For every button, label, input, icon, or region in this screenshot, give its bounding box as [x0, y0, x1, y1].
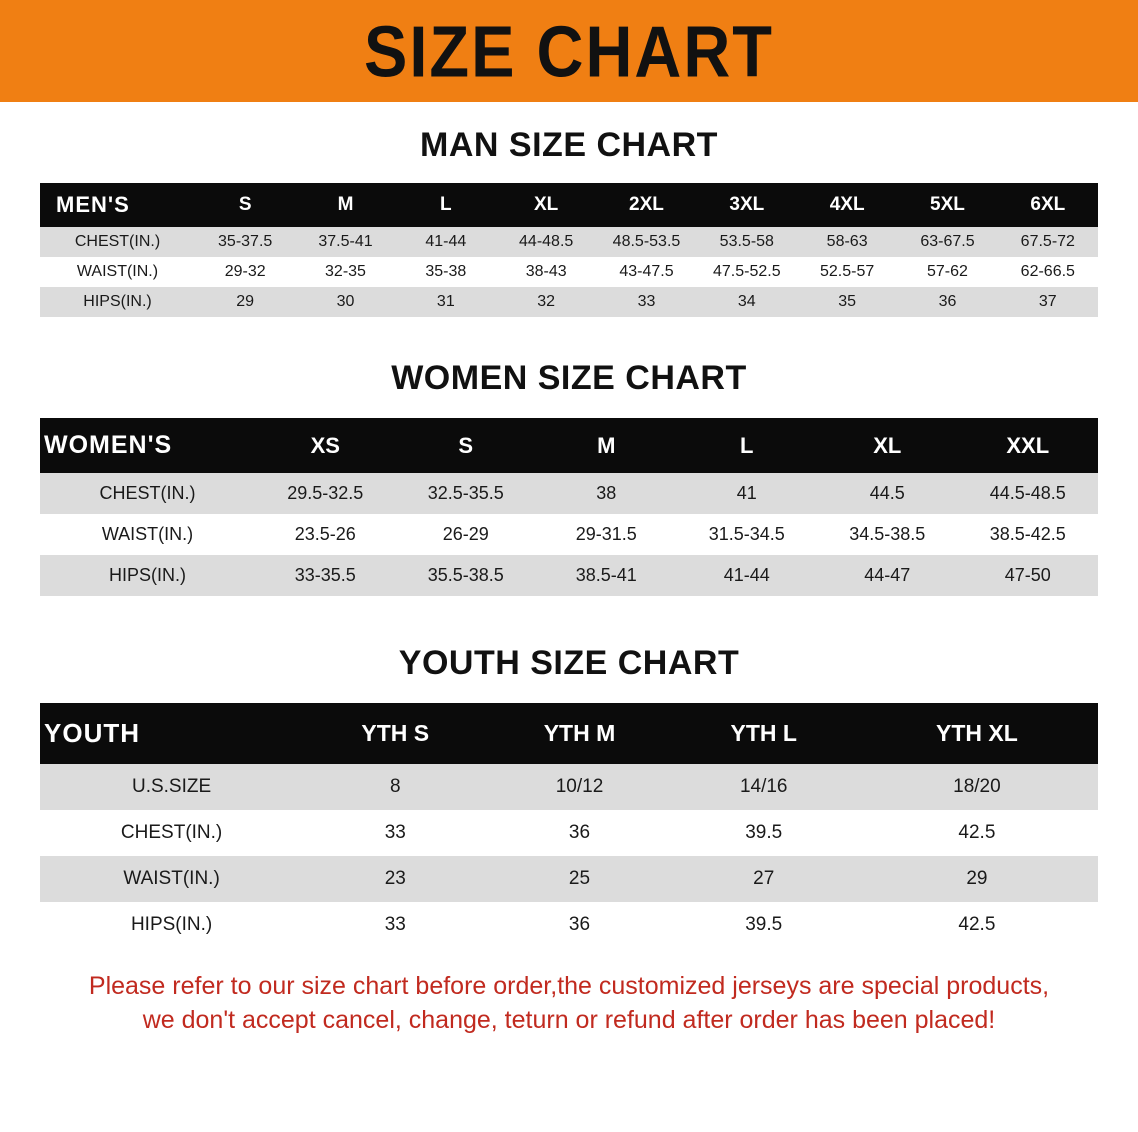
column-header: YTH M — [543, 720, 616, 746]
table-row — [40, 257, 1098, 287]
table-row — [40, 287, 1098, 317]
man-section-title: MAN SIZE CHART — [420, 126, 718, 164]
table-cell: 34 — [737, 293, 756, 310]
table-row — [40, 810, 1098, 856]
column-header: 3XL — [729, 194, 765, 215]
table-cell: 35.5-38.5 — [427, 565, 504, 585]
row-header: HIPS(IN.) — [130, 914, 213, 935]
column-header: 6XL — [1030, 194, 1066, 215]
table-row — [40, 856, 1098, 902]
table-header-row — [40, 418, 1098, 473]
man-table-wrap — [0, 183, 1138, 317]
table-row — [40, 514, 1098, 555]
table-cell: 36 — [938, 293, 957, 310]
table-cell: 67.5-72 — [1020, 233, 1075, 250]
table-cell: 36 — [568, 822, 591, 843]
table-header-row — [40, 183, 1098, 227]
column-header: YTH S — [361, 720, 430, 746]
youth-size-table — [40, 703, 1098, 948]
column-header: L — [440, 194, 452, 215]
table-cell: 38.5-41 — [575, 565, 637, 585]
row-header: U.S.SIZE — [131, 776, 212, 797]
women-section-title: WOMEN SIZE CHART — [391, 359, 747, 397]
table-cell: 29.5-32.5 — [287, 483, 364, 503]
table-row — [40, 902, 1098, 948]
table-cell: 8 — [389, 776, 401, 797]
table-cell: 41-44 — [723, 565, 770, 585]
table-cell: 26-29 — [442, 524, 489, 544]
table-row — [40, 764, 1098, 810]
table-cell: 33-35.5 — [294, 565, 356, 585]
table-row — [40, 473, 1098, 514]
column-header: L — [740, 432, 754, 458]
column-header: YTH L — [730, 720, 797, 746]
row-header: CHEST(IN.) — [99, 483, 196, 503]
table-cell: 33 — [384, 822, 406, 843]
column-header: 2XL — [629, 194, 664, 215]
column-header: WOMEN'S — [44, 431, 173, 459]
table-cell: 29 — [236, 293, 255, 310]
page-title: SIZE CHART — [364, 10, 774, 92]
table-cell: 33 — [637, 293, 656, 310]
table-cell: 29-31.5 — [575, 524, 637, 544]
table-cell: 35-37.5 — [218, 233, 273, 250]
table-cell: 63-67.5 — [920, 233, 975, 250]
table-cell: 10/12 — [555, 776, 604, 797]
youth-table-wrap — [0, 703, 1138, 948]
row-header: CHEST(IN.) — [74, 233, 161, 250]
table-cell: 30 — [336, 293, 355, 310]
table-cell: 38 — [596, 483, 617, 503]
table-cell: 27 — [753, 868, 775, 889]
policy-note-line-2: we don't accept cancel, change, teturn or refund after order has been placed! — [142, 1005, 996, 1034]
column-header: YTH XL — [936, 720, 1018, 746]
table-cell: 44.5 — [869, 483, 905, 503]
table-cell: 31.5-34.5 — [708, 524, 785, 544]
page-banner — [0, 0, 1138, 102]
table-cell: 32 — [537, 293, 556, 310]
column-header: XXL — [1006, 432, 1050, 458]
table-row — [40, 227, 1098, 257]
row-header: WAIST(IN.) — [76, 263, 159, 280]
column-header: XL — [534, 194, 559, 215]
table-cell: 14/16 — [739, 776, 788, 797]
table-cell: 39.5 — [745, 822, 783, 843]
row-header: HIPS(IN.) — [108, 565, 186, 585]
row-header: CHEST(IN.) — [120, 822, 223, 843]
column-header: M — [597, 432, 616, 458]
table-cell: 62-66.5 — [1020, 263, 1075, 280]
table-cell: 25 — [568, 868, 591, 889]
column-header: YOUTH — [44, 718, 140, 748]
table-cell: 36 — [568, 914, 591, 935]
table-cell: 23 — [384, 868, 406, 889]
table-cell: 39.5 — [745, 914, 783, 935]
table-cell: 35 — [838, 293, 857, 310]
row-header: HIPS(IN.) — [83, 293, 152, 310]
table-cell: 44-47 — [864, 565, 911, 585]
table-cell: 41 — [736, 483, 757, 503]
row-header: WAIST(IN.) — [101, 524, 194, 544]
table-cell: 52.5-57 — [820, 263, 875, 280]
policy-note-line-1: Please refer to our size chart before order,the customized jerseys are special products, — [88, 972, 1050, 1000]
table-cell: 47-50 — [1004, 565, 1051, 585]
table-cell: 32-35 — [325, 263, 366, 280]
table-cell: 41-44 — [425, 233, 467, 250]
table-row — [40, 555, 1098, 596]
table-cell: 23.5-26 — [294, 524, 356, 544]
column-header: 4XL — [829, 194, 865, 215]
table-cell: 38-43 — [525, 263, 567, 280]
column-header: S — [458, 432, 474, 458]
column-header: S — [238, 194, 252, 215]
women-size-table — [40, 418, 1098, 596]
column-header: XS — [310, 432, 340, 458]
table-cell: 42.5 — [958, 822, 996, 843]
table-cell: 31 — [436, 293, 455, 310]
column-header: XL — [873, 432, 902, 458]
table-cell: 48.5-53.5 — [612, 233, 681, 250]
column-header: 5XL — [930, 194, 965, 215]
table-cell: 44-48.5 — [519, 233, 574, 250]
table-cell: 33 — [384, 914, 406, 935]
table-cell: 37.5-41 — [318, 233, 373, 250]
column-header: M — [337, 194, 354, 215]
table-cell: 42.5 — [958, 914, 996, 935]
table-header-row — [40, 703, 1098, 764]
table-cell: 44.5-48.5 — [989, 483, 1066, 503]
table-cell: 29-32 — [224, 263, 266, 280]
table-cell: 32.5-35.5 — [427, 483, 504, 503]
table-cell: 18/20 — [953, 776, 1001, 797]
row-header: WAIST(IN.) — [123, 868, 220, 889]
column-header: MEN'S — [56, 192, 130, 217]
table-cell: 38.5-42.5 — [989, 524, 1066, 544]
table-cell: 47.5-52.5 — [713, 263, 781, 280]
table-cell: 58-63 — [826, 233, 868, 250]
table-cell: 37 — [1038, 293, 1057, 310]
youth-section-title: YOUTH SIZE CHART — [398, 644, 740, 682]
table-cell: 35-38 — [425, 263, 467, 280]
table-cell: 29 — [966, 868, 988, 889]
policy-note — [38, 970, 1100, 1038]
table-cell: 57-62 — [927, 263, 968, 280]
man-size-table — [40, 183, 1098, 317]
women-table-wrap — [0, 418, 1138, 596]
table-cell: 43-47.5 — [619, 263, 674, 280]
table-cell: 53.5-58 — [719, 233, 774, 250]
table-cell: 34.5-38.5 — [849, 524, 926, 544]
